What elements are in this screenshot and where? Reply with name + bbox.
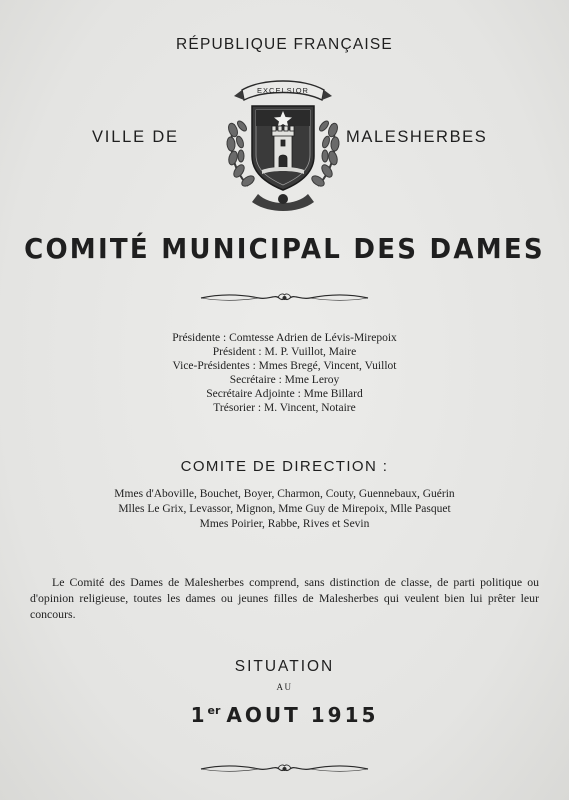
member-line: Mmes d'Aboville, Bouchet, Boyer, Charmon, Couty, Guennebaux, Guérin bbox=[114, 488, 455, 500]
date-month-year: AOUT 1915 bbox=[226, 703, 379, 727]
officer-line: Présidente : Comtesse Adrien de Lévis-Mirepoix bbox=[172, 332, 397, 344]
officer-line: Vice-Présidentes : Mmes Bregé, Vincent, Vuillot bbox=[172, 360, 397, 372]
member-line: Mlles Le Grix, Levassor, Mignon, Mme Guy de Mirepoix, Mlle Pasquet bbox=[118, 503, 451, 515]
republic-heading: RÉPUBLIQUE FRANÇAISE bbox=[176, 36, 393, 53]
officers-list bbox=[0, 331, 569, 415]
member-line: Mmes Poirier, Rabbe, Rives et Sevin bbox=[199, 518, 370, 530]
officer-line: Secrétaire : Mme Leroy bbox=[229, 374, 340, 386]
town-name: MALESHERBES bbox=[346, 128, 488, 146]
committee-heading: COMITE DE DIRECTION : bbox=[180, 458, 389, 475]
officer-line: Président : M. P. Vuillot, Maire bbox=[212, 346, 357, 358]
officer-line: Trésorier : M. Vincent, Notaire bbox=[213, 402, 356, 414]
committee-members bbox=[0, 487, 569, 532]
seal-motto: EXCELSIOR bbox=[257, 86, 309, 95]
situation-date bbox=[0, 703, 569, 727]
date-ordinal: 1 bbox=[190, 703, 208, 727]
ville-de-label: VILLE DE bbox=[92, 128, 179, 146]
coat-of-arms-seal bbox=[218, 68, 348, 216]
au-label: AU bbox=[276, 682, 293, 692]
document-title: COMITÉ MUNICIPAL DES DAMES bbox=[24, 232, 545, 265]
ornament-divider-bottom bbox=[199, 762, 370, 776]
date-suffix: er bbox=[207, 704, 221, 717]
situation-heading: SITUATION bbox=[234, 658, 335, 675]
officer-line: Secrétaire Adjointe : Mme Billard bbox=[206, 388, 363, 400]
ornament-divider-top bbox=[199, 291, 370, 305]
description-paragraph: Le Comité des Dames de Malesherbes comprend, sans distinction de classe, de parti politique ou d'opinion religieuse, toutes les dames ou jeunes filles de Malesherbes qui veulent bien lui prêter leur concours. bbox=[30, 575, 539, 621]
